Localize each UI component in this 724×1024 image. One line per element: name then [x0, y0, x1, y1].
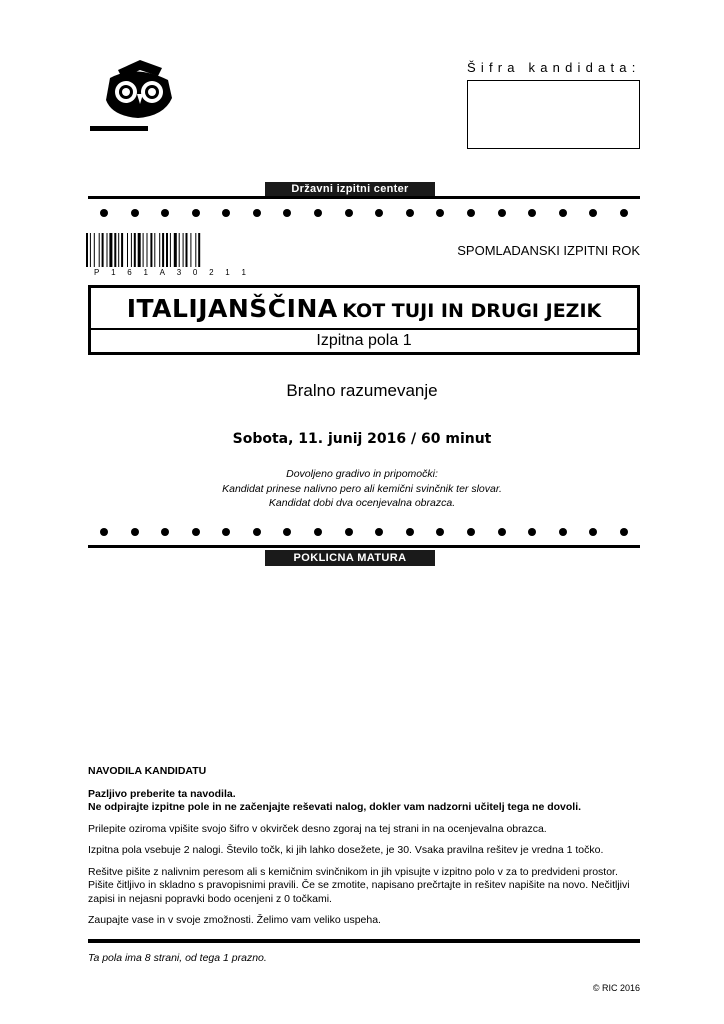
barcode: [86, 233, 252, 267]
title-separator: [91, 328, 637, 330]
dot-row-top: [88, 209, 640, 219]
barcode-char: A: [159, 268, 165, 277]
allowed-materials: [0, 467, 724, 511]
instructions: [88, 765, 640, 936]
instructions-paragraph: Izpitna pola vsebuje 2 nalogi. Število točk, ki jih lahko dosežete, je 30. Vsaka pravilna rešitev je vredna 1 točko.: [88, 844, 604, 856]
instructions-paragraph: Zaupajte vase in v svoje zmožnosti. Želimo vam veliko uspeha.: [88, 914, 381, 926]
ric-logo: [88, 56, 182, 132]
exam-section: Bralno razumevanje: [286, 381, 438, 400]
pages-note: Ta pola ima 8 strani, od tega 1 prazno.: [88, 952, 267, 964]
exam-paper: Izpitna pola 1: [316, 332, 412, 349]
candidate-code-box[interactable]: [467, 80, 640, 149]
barcode-char: 6: [127, 268, 132, 277]
barcode-char: 1: [241, 268, 246, 277]
barcode-char: 1: [143, 268, 148, 277]
barcode-char: 1: [225, 268, 230, 277]
level-label: POKLICNA MATURA: [265, 550, 435, 566]
copyright: © RIC 2016: [592, 983, 640, 993]
allowed-line: Kandidat prinese nalivno pero ali kemični svinčnik ter slovar.: [222, 482, 502, 495]
allowed-line: Kandidat dobi dva ocenjevalna obrazca.: [268, 497, 456, 509]
barcode-char: 3: [176, 268, 182, 277]
top-rule: [88, 196, 640, 199]
exam-date: Sobota, 11. junij 2016 / 60 minut: [232, 431, 492, 447]
barcode-char: 0: [192, 268, 198, 277]
candidate-code-label: Šifra kandidata:: [467, 60, 641, 75]
instructions-paragraph: Prilepite oziroma vpišite svojo šifro v okvirček desno zgoraj na tej strani in na ocenjevalna obrazca.: [88, 822, 547, 835]
barcode-char: 2: [209, 268, 214, 277]
exam-title: [91, 294, 637, 323]
footer-rule: [88, 939, 640, 943]
barcode-char: P: [94, 268, 100, 277]
institution-label: Državni izpitni center: [265, 182, 435, 197]
instructions-heading: NAVODILA KANDIDATU: [88, 765, 207, 777]
exam-term: SPOMLADANSKI IZPITNI ROK: [457, 243, 640, 258]
barcode-text: [94, 268, 246, 277]
allowed-line: Dovoljeno gradivo in pripomočki:: [286, 468, 438, 480]
instructions-bold-line: Pazljivo preberite ta navodila.: [88, 787, 236, 800]
instructions-bold-line: Ne odpirajte izpitne pole in ne začenjajte reševati nalog, dokler vam nadzorni učitelj tega ne dovoli.: [88, 801, 582, 813]
dot-row-bottom: [88, 528, 640, 538]
title-box: [88, 285, 640, 355]
exam-title-subject: ITALIJANŠČINA: [126, 294, 338, 323]
instructions-paragraph: Rešitve pišite z nalivnim peresom ali s kemičnim svinčnikom in jih vpisujte v izpitno polo v za to predvideni prostor. Pišite čitljivo in skladno s pravopisnimi pravili. Če se zmotite, napisano prečrtajte in rešitev napišite na novo. Nečitljivi zapisi in nejasni popravki bodo ocenjeni z 0 točkami.: [88, 865, 630, 905]
barcode-char: 1: [111, 268, 116, 277]
bottom-rule: [88, 545, 640, 548]
exam-title-rest: KOT TUJI IN DRUGI JEZIK: [342, 300, 602, 322]
